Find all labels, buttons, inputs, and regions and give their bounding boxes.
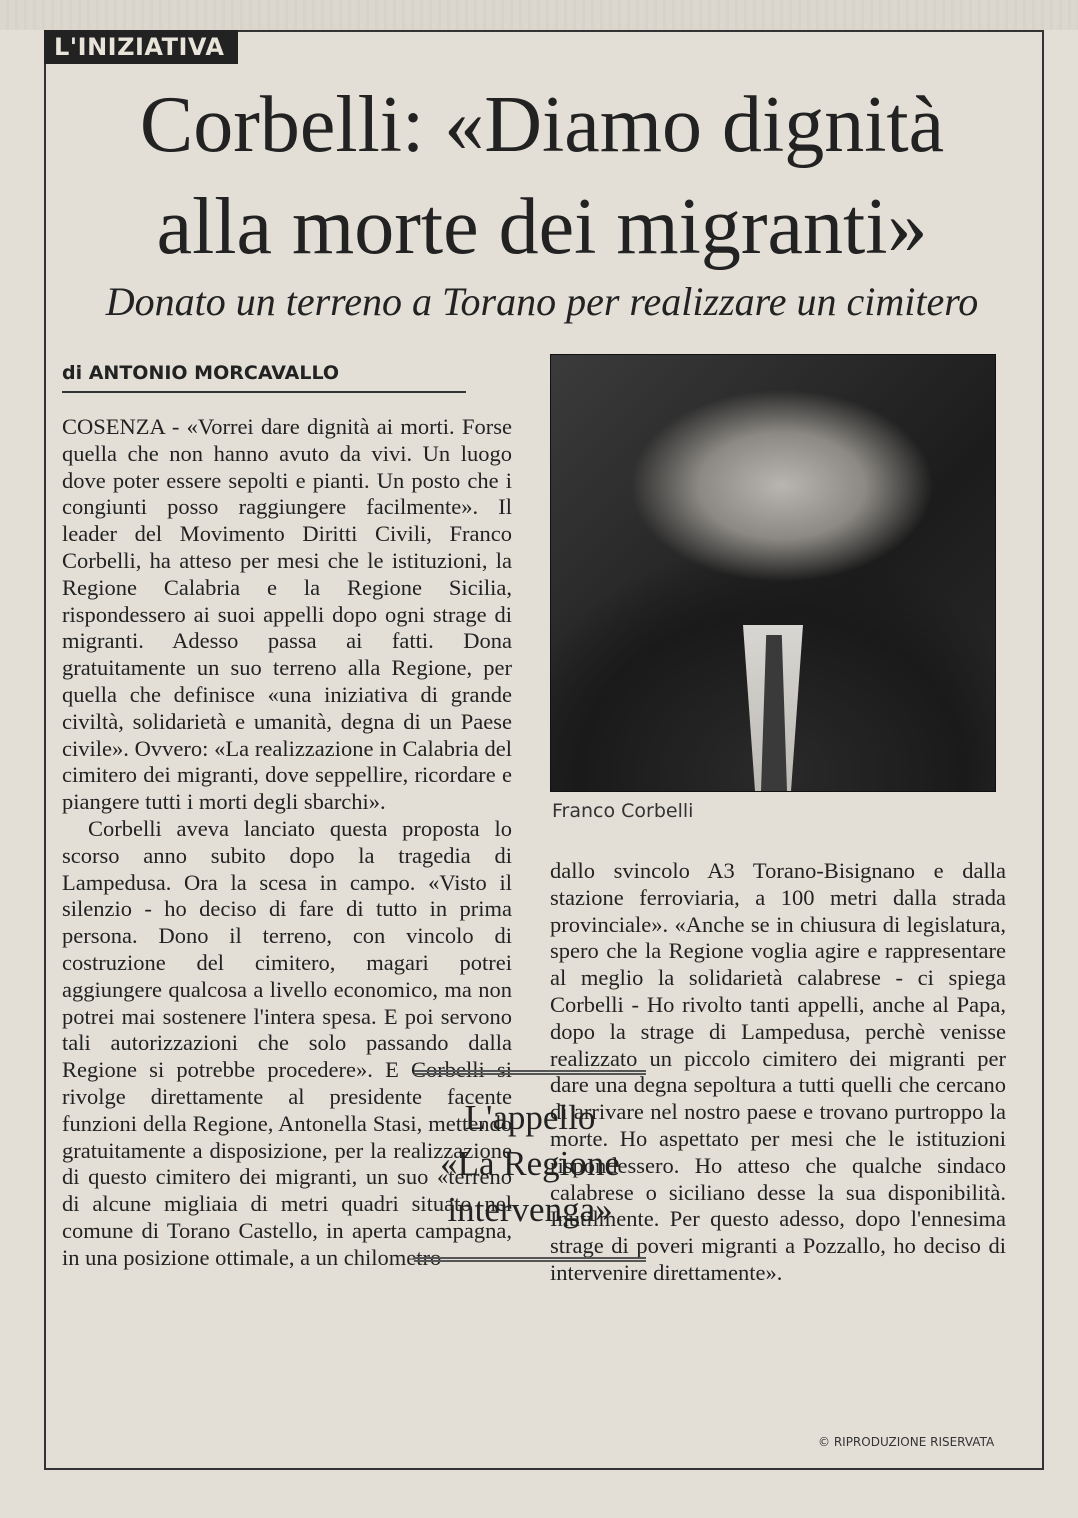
adjacent-article-bleed: [0, 0, 1078, 30]
pull-quote: [414, 1070, 646, 1262]
pull-quote-line-2: «La Regione: [440, 1144, 620, 1183]
section-kicker: L'INIZIATIVA: [44, 30, 238, 64]
body-paragraph-3: dallo svincolo A3 Torano-Bisignano e dalla stazione ferroviaria, a 100 metri dalla strada provinciale». «Anche se in chiusura di legislatura, spero che la Regione voglia agire e rappresentare al meglio la solidarietà calabrese - ci spiega Corbelli - Ho rivolto tanti appelli, anche al Papa, dopo la strage di Lampedusa, perchè venisse realizzato un piccolo cimitero dei migranti per dare una degna sepoltura a tutti quelli che cercano di arrivare nel nostro paese e trovano purtroppo la morte. Ho aspettato per mesi che le istituzioni rispondessero. Ho atteso che qualche sindaco calabrese o siciliano desse la sua disponibilità. Inutilmente. Per questo adesso, dopo l'ennesima strage di poveri migranti a Pozzallo, ho deciso di intervenire direttamente».: [550, 858, 1006, 1285]
headline: [62, 74, 1022, 278]
portrait-photo: [550, 354, 996, 792]
copyright-credit: © RIPRODUZIONE RISERVATA: [818, 1435, 995, 1449]
headline-line-2: alla morte dei migranti»: [156, 183, 928, 271]
body-paragraph-1: COSENZA - «Vorrei dare dignità ai morti. Forse quella che non hanno avuto da vivi. Un luogo dove poter essere sepolti e pianti. Un posto che i congiunti posso raggiungere facilmente». Il leader del Movimento Diritti Civili, Franco Corbelli, ha atteso per mesi che le istituzioni, la Regione Calabria e la Regione Sicilia, rispondessero ai suoi appelli dopo ogni strage di migranti. Adesso passa ai fatti. Dona gratuitamente un suo terreno alla Regione, per quella che definisce «una iniziativa di grande civiltà, solidarietà e umanità, degna di un Paese civile». Ovvero: «La realizzazione in Calabria del cimitero dei migranti, dove seppellire, ricordare e piangere tutti i morti degli sbarchi».: [62, 414, 512, 815]
subtitle: Donato un terreno a Torano per realizzare un cimitero: [105, 279, 979, 324]
headline-line-1: Corbelli: «Diamo dignità: [139, 81, 945, 169]
pull-quote-line-1: L'appello: [464, 1098, 596, 1137]
photo-caption: Franco Corbelli: [552, 800, 694, 822]
body-paragraph-2: Corbelli aveva lanciato questa proposta lo scorso anno subito dopo la tragedia di Lampedusa. Ora la scesa in campo. «Visto il silenzio - ho deciso di fare di tutto in prima persona. Dono il terreno, con vincolo di costruzione del cimitero, magari potrei aggiungere qualcosa a livello economico, ma non potrei mai sostenere l'intera spesa. E poi servono tali autorizzazioni che solo passando dalla Regione si potrebbe procedere». E Corbelli si rivolge direttamente al presidente facente funzioni della Regione, Antonella Stasi, mettendo gratuitamente a disposizione, per la realizzazione di questo cimitero dei migranti, un suo «terreno di alcune migliaia di metri quadri situato nel comune di Torano Castello, in aperta campagna, in una posizione ottimale, a un chilometro: [62, 815, 512, 1270]
pull-quote-line-3: intervenga»: [447, 1190, 613, 1229]
byline: di ANTONIO MORCAVALLO: [62, 361, 466, 393]
